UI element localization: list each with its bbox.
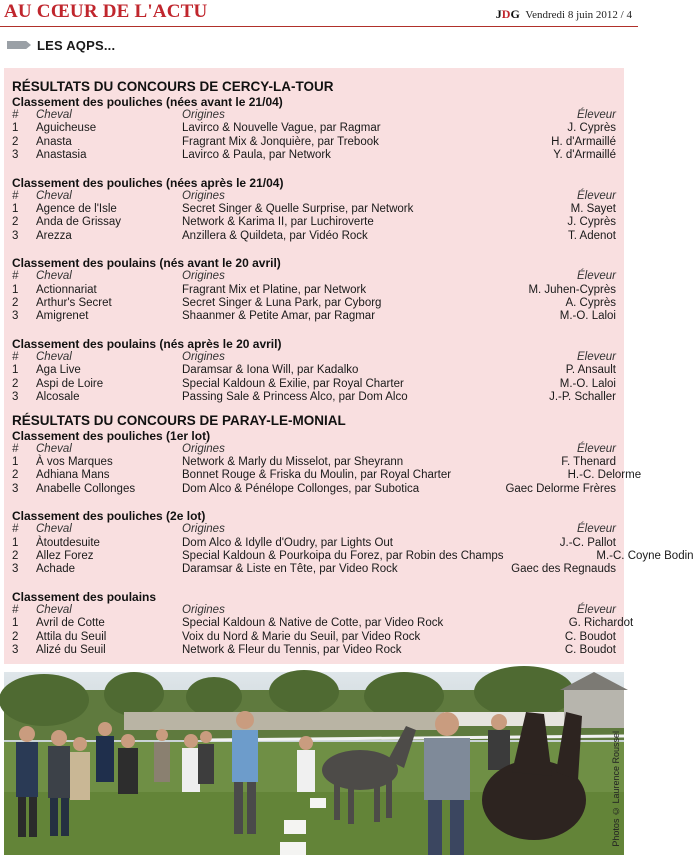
header-horse: Cheval [36,189,72,202]
jdg-logo-j: J [495,7,502,21]
horse-origins: Daramsar & Liste en Tête, par Video Rock [182,563,398,576]
rank: 2 [12,297,19,310]
header-breeder: Éleveur [577,442,616,455]
table-row [12,216,616,229]
header-horse: Cheval [36,350,72,363]
horse-name: Anastasia [36,149,87,162]
contest-title: RÉSULTATS DU CONCOURS DE PARAY-LE-MONIAL [12,412,346,428]
rank: 1 [12,536,19,549]
header-horse: Cheval [36,270,72,283]
horse-origins: Secret Singer & Luna Park, par Cyborg [182,297,382,310]
section-title: AU CŒUR DE L'ACTU [4,1,208,22]
issue-date: Vendredi 8 juin 2012 / 4 [525,9,632,21]
header-origins: Origines [182,442,225,455]
contest-title: RÉSULTATS DU CONCOURS DE CERCY-LA-TOUR [12,79,334,94]
rank: 3 [12,149,19,162]
group-title: Classement des pouliches (1er lot) [12,428,211,443]
horse-origins: Lavirco & Paula, par Network [182,149,331,162]
results-group [12,589,634,658]
table-header [12,190,616,203]
horse-origins: Special Kaldoun & Exilie, par Royal Charter [182,377,404,390]
horse-origins: Bonnet Rouge & Friska du Moulin, par Royal Charter [182,469,452,482]
breeder-name: M. Juhen-Cyprès [528,283,616,296]
table-header [12,604,616,617]
masthead [0,0,638,27]
horse-origins: Secret Singer & Quelle Surprise, par Network [182,203,414,216]
horse-origins: Lavirco & Nouvelle Vague, par Ragmar [182,122,381,135]
rank: 2 [12,216,19,229]
rank: 1 [12,203,19,216]
table-header [12,270,616,283]
header-breeder: Éleveur [577,109,616,121]
photo-illustration [4,672,624,855]
table-row [12,284,616,297]
horse-name: Aguicheuse [36,122,97,135]
header-origins: Origines [182,350,225,363]
rank: 3 [12,229,19,242]
horse-origins: Daramsar & Iona Will, par Kadalko [182,364,359,377]
header-breeder: Éleveur [577,523,616,536]
breeder-name: P. Ansault [565,364,616,377]
group-title: Classement des poulains (nés après le 20 avril) [12,336,282,351]
group-title: Classement des pouliches (nées après le 21/04) [12,175,284,190]
horse-name: Adhiana Mans [36,469,110,482]
table-row [12,617,634,630]
table-row [12,122,616,135]
group-title: Classement des poulains (nés avant le 20 avril) [12,256,281,271]
rank: 3 [12,391,19,404]
rank: 1 [12,122,19,135]
results-group [12,176,616,244]
table-row [12,456,616,469]
horse-name: Actionnariat [36,283,97,296]
header-origins: Origines [182,523,225,536]
horse-origins: Anzillera & Quildeta, par Vidéo Rock [182,229,368,242]
horse-origins: Special Kaldoun & Pourkoipa du Forez, par Robin des Champs [182,549,504,562]
jdg-logo [496,7,520,21]
header-horse: Cheval [36,603,72,616]
horse-origins: Dom Alco & Pénélope Collonges, par Subotica [182,482,420,495]
header-num: # [12,523,19,536]
table-row [12,631,616,644]
jdg-logo-g: G [510,7,520,21]
table-row [12,203,616,216]
breeder-name: J. Cyprès [567,216,616,229]
table-row [12,549,694,563]
table-row [12,136,616,149]
group-title: Classement des pouliches (2e lot) [12,509,206,524]
horse-origins: Fragrant Mix et Platine, par Network [182,283,367,296]
rank: 3 [12,643,19,656]
horse-name: Agence de l'Isle [36,203,117,216]
horse-name: Amigrenet [36,310,89,323]
horse-origins: Passing Sale & Princess Alco, par Dom Alco [182,391,408,404]
kicker-text: LES AQPS... [37,37,116,53]
breeder-name: Gaec Delorme Frères [505,482,616,495]
header-num: # [12,189,19,202]
horse-name: Anda de Grissay [36,216,122,229]
rank: 3 [12,482,19,495]
group-title: Classement des pouliches (nées avant le 21/04) [12,95,283,109]
table-row [12,310,616,323]
results-group [12,509,694,577]
horse-name: Alcosale [36,391,80,404]
header-breeder: Eleveur [577,350,616,363]
table-header [12,443,616,456]
header-num: # [12,442,19,455]
breeder-name: J.-C. Pallot [559,536,616,549]
horse-name: Anasta [36,135,72,148]
horse-origins: Voix du Nord & Marie du Seuil, par Video Rock [182,630,421,643]
table-row [12,563,616,576]
horse-name: Àtoutdesuite [36,536,100,549]
horse-origins: Shaanmer & Petite Amar, par Ragmar [182,310,376,323]
breeder-name: C. Boudot [564,630,616,643]
table-row [12,469,642,482]
horse-name: Attila du Seuil [36,630,107,643]
breeder-name: J. Cyprès [567,122,616,135]
results-group [12,428,642,497]
breeder-name: F. Thenard [561,455,616,468]
results-group [12,337,616,405]
photo-horse-show [4,672,624,855]
horse-name: Allez Forez [36,549,94,562]
header-breeder: Éleveur [577,189,616,202]
breeder-name: H.-C. Delorme [567,469,642,482]
table-row [12,364,616,377]
breeder-name: H. d'Armaillé [551,135,616,148]
breeder-name: C. Boudot [564,643,616,656]
horse-name: Achade [36,563,76,576]
horse-name: Aga Live [36,364,81,377]
header-origins: Origines [182,603,225,616]
horse-name: Arthur's Secret [36,297,112,310]
table-header [12,351,616,364]
header-num: # [12,270,19,283]
breeder-name: M.-O. Laloi [559,310,616,323]
horse-name: Alizé du Seuil [36,643,106,656]
breeder-name: T. Adenot [568,229,616,242]
horse-name: Aspi de Loire [36,377,104,390]
arrow-tag-icon [7,41,31,49]
header-breeder: Éleveur [577,603,616,616]
header-horse: Cheval [36,523,72,536]
rank: 1 [12,283,19,296]
results-panel [4,68,694,664]
table-row [12,149,616,162]
horse-name: Avril de Cotte [36,617,105,630]
horse-origins: Fragrant Mix & Jonquière, par Trebook [182,135,379,148]
results-group [12,95,616,163]
header-breeder: Éleveur [577,270,616,283]
horse-origins: Dom Alco & Idylle d'Oudry, par Lights Out [182,536,393,549]
header-origins: Origines [182,189,225,202]
photo-credit: Photos © Laurence Roussel [611,731,621,847]
rank: 2 [12,135,19,148]
horse-origins: Network & Fleur du Tennis, par Video Rock [182,643,402,656]
table-row [12,230,616,243]
breeder-name: M. Sayet [570,203,616,216]
horse-name: Arezza [36,229,72,242]
dateline [496,7,632,22]
breeder-name: M.-O. Laloi [559,377,616,390]
group-title: Classement des poulains [12,589,157,604]
results-group [12,256,616,324]
header-origins: Origines [182,270,225,283]
table-header [12,109,616,122]
table-row [12,537,616,550]
header-origins: Origines [182,109,225,121]
breeder-name: Gaec des Regnauds [511,563,616,576]
rank: 1 [12,364,19,377]
header-horse: Cheval [36,442,72,455]
rank: 2 [12,549,19,562]
rank: 2 [12,377,19,390]
table-row [12,483,616,496]
header-num: # [12,350,19,363]
rank: 2 [12,630,19,643]
horse-origins: Special Kaldoun & Native de Cotte, par Video Rock [182,617,444,630]
breeder-name: J.-P. Schaller [549,391,616,404]
breeder-name: G. Richardot [568,617,634,630]
breeder-name: Y. d'Armaillé [553,149,616,162]
breeder-name: A. Cyprès [565,297,616,310]
rank: 1 [12,455,19,468]
header-num: # [12,603,19,616]
rank: 3 [12,310,19,323]
rank: 2 [12,469,19,482]
table-header [12,523,616,536]
rank: 1 [12,617,19,630]
horse-origins: Network & Karima II, par Luchiroverte [182,216,374,229]
breeder-name: M.-C. Coyne Bodin [596,549,694,562]
horse-name: Anabelle Collonges [36,482,136,495]
jdg-logo-d: D [501,7,511,21]
table-row [12,644,616,657]
table-row [12,391,616,404]
horse-name: À vos Marques [36,455,113,468]
table-row [12,297,616,310]
kicker [7,37,115,53]
header-horse: Cheval [36,109,72,121]
table-row [12,378,616,391]
header-num: # [12,109,19,121]
rank: 3 [12,563,19,576]
horse-origins: Network & Marly du Misselot, par Sheyrann [182,455,404,468]
